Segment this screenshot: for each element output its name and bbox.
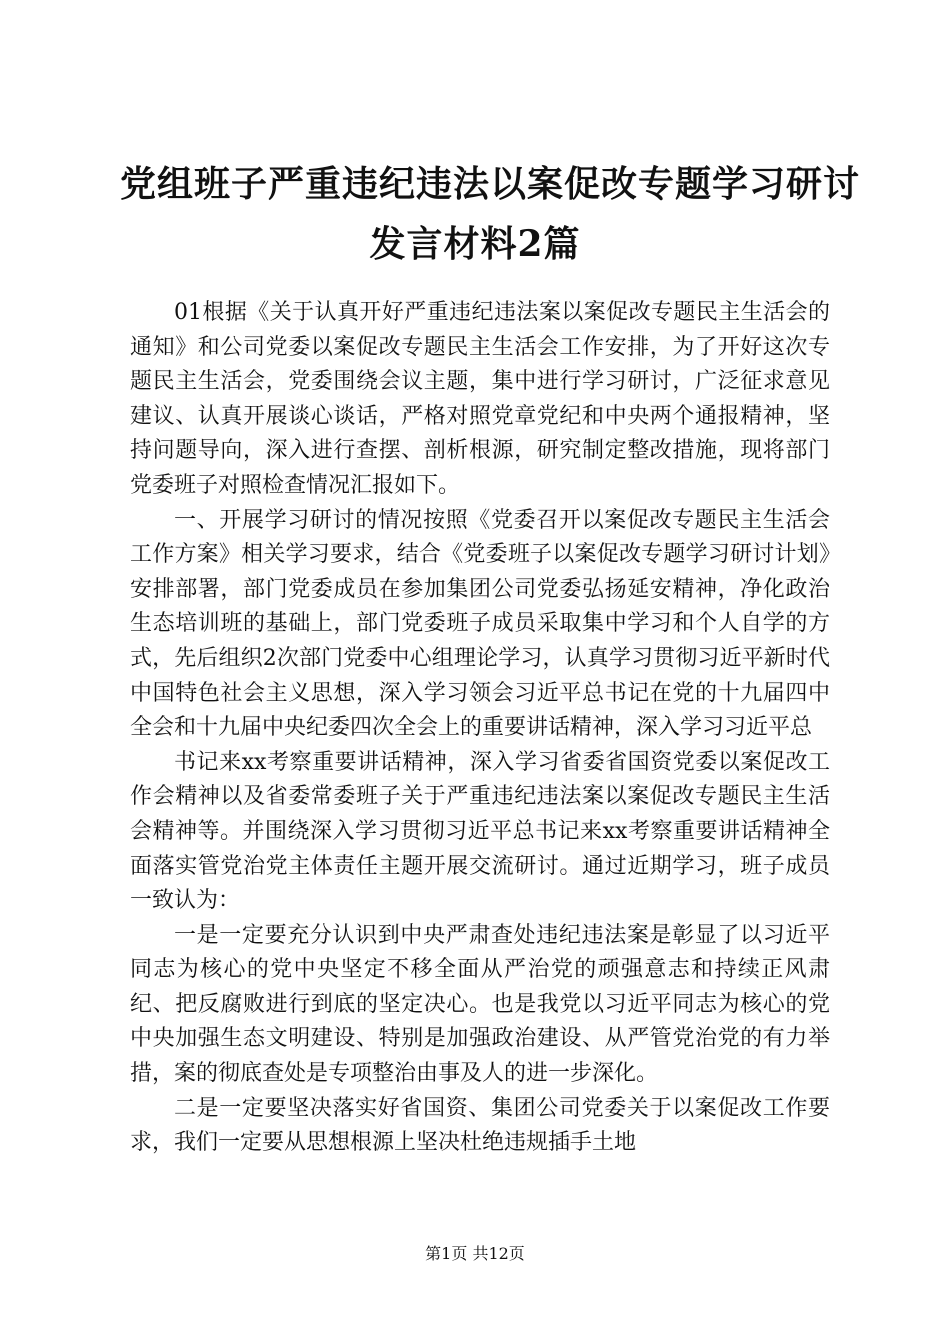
document-body (130, 296, 830, 1161)
paragraph-4: 一是一定要充分认识到中央严肃查处违纪违法案是彰显了以习近平同志为核心的党中央坚定不移全面从严治党的顽强意志和持续正风肃纪、把反腐败进行到底的坚定决心。也是我党以习近平同志为核心的党中央加强生态文明建设、特别是加强政治建设、从严管党治党的有力举措，案的彻底查处是专项整治由事及人的进一步深化。 (130, 922, 830, 1087)
paragraph-1: 01根据《关于认真开好严重违纪违法案以案促改专题民主生活会的通知》和公司党委以案促改专题民主生活会工作安排，为了开好这次专题民主生活会，党委围绕会议主题，集中进行学习研讨，广泛征求意见建议、认真开展谈心谈话，严格对照党章党纪和中央两个通报精神，坚持问题导向，深入进行查摆、剖析根源，研究制定整改措施，现将部门党委班子对照检查情况汇报如下。 (130, 300, 830, 498)
document-title-line-2: 发言材料2篇 (369, 223, 581, 265)
paragraph-5: 二是一定要坚决落实好省国资、集团公司党委关于以案促改工作要求，我们一定要从思想根源上坚决杜绝违规插手土地 (130, 1095, 830, 1156)
paragraph-2: 一、开展学习研讨的情况按照《党委召开以案促改专题民主生活会工作方案》相关学习要求，结合《党委班子以案促改专题学习研讨计划》安排部署，部门党委成员在参加集团公司党委弘扬延安精神，净化政治生态培训班的基础上，部门党委班子成员采取集中学习和个人自学的方式，先后组织2次部门党委中心组理论学习，认真学习贯彻习近平新时代中国特色社会主义思想，深入学习领会习近平总书记在党的十九届四中全会和十九届中央纪委四次全会上的重要讲话精神，深入学习习近平总 (130, 507, 830, 741)
paragraph-3: 书记来xx考察重要讲话精神，深入学习省委省国资党委以案促改工作会精神以及省委常委班子关于严重违纪违法案以案促改专题民主生活会精神等。并围绕深入学习贯彻习近平总书记来xx考察重要讲话精神全面落实管党治党主体责任主题开展交流研讨。通过近期学习，班子成员一致认为： (130, 749, 830, 914)
page-number-footer: 第1页 共12页 (425, 1244, 525, 1263)
document-title-line-1: 党组班子严重违纪违法以案促改专题学习研讨 (120, 163, 861, 205)
